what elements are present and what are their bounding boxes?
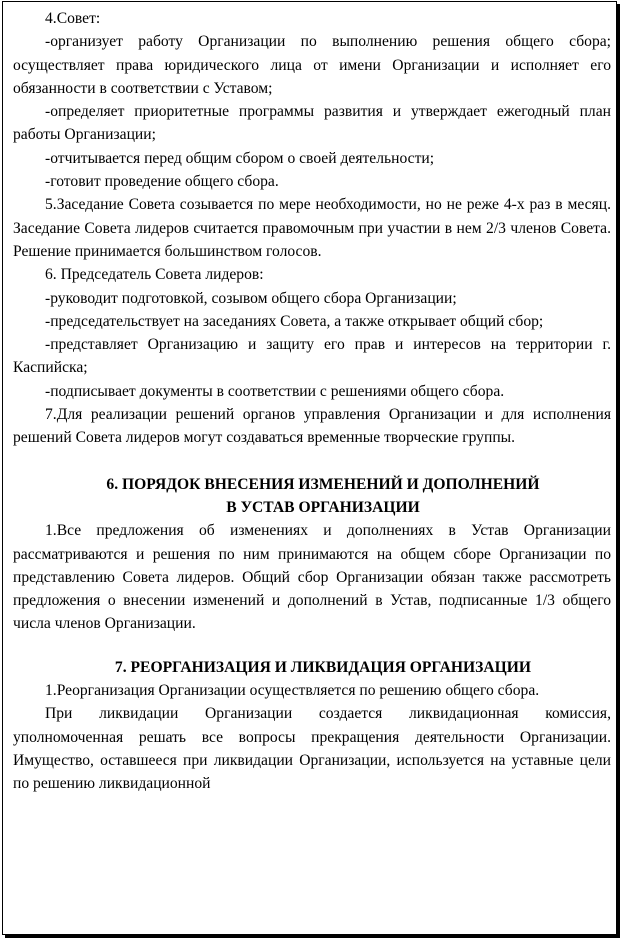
paragraph-council: 4.Совет:	[45, 10, 101, 27]
paragraph-creative-groups: 7.Для реализации решений органов управления Организации и для исполнения решений Совета лидеров могут создаваться временные творческие группы.	[13, 406, 611, 447]
paragraph-chairman-duty-4: -подписывает документы в соответствии с решениями общего сбора.	[45, 382, 505, 400]
paragraph-chairman: 6. Председатель Совета лидеров:	[45, 266, 264, 284]
section-6-heading-line-1: 6. ПОРЯДОК ВНЕСЕНИЯ ИЗМЕНЕНИЙ И ДОПОЛНЕНИЙ	[106, 475, 540, 493]
paragraph-council-duty-3: -отчитывается перед общим сбором о своей деятельности;	[45, 149, 435, 167]
paragraph-council-duty-4: -готовит проведение общего сбора.	[45, 173, 279, 191]
section-7-heading: 7. РЕОРГАНИЗАЦИЯ И ЛИКВИДАЦИЯ ОРГАНИЗАЦИИ	[114, 658, 532, 676]
paragraph-chairman-duty-2: -председательствует на заседаниях Совета, а также открывает общий сбор;	[45, 312, 544, 330]
paragraph-amendments: 1.Все предложения об изменениях и дополнениях в Устав Организации рассматриваются и решения по ним принимаются на общем сборе Организации по представлению Совета лидеров. Общий сбор Организации обязан также рассмотреть предложения о внесении изменений и дополнений в Устав, подписанные 1/3 общего числа членов Организации.	[13, 522, 611, 633]
paragraph-council-duty-2: -определяет приоритетные программы развития и утверждает ежегодный план работы Организации;	[13, 103, 611, 144]
paragraph-chairman-duty-1: -руководит подготовкой, созывом общего сбора Организации;	[45, 289, 457, 307]
paragraph-council-meetings: 5.Заседание Совета созывается по мере необходимости, но не реже 4-х раз в месяц. Заседание Совета лидеров считается правомочным при участии в нем 2/3 членов Совета. Решение принимается большинством голосов.	[13, 196, 611, 260]
paragraph-council-duty-1: -организует работу Организации по выполнению решения общего сбора; осуществляет права юридического лица от имени Организации и исполняет его обязанности в соответствии с Уставом;	[13, 33, 611, 97]
paragraph-reorganization: 1.Реорганизация Организации осуществляется по решению общего сбора.	[45, 682, 540, 700]
paragraph-liquidation: При ликвидации Организации создается ликвидационная комиссия, уполномоченная решать все вопросы прекращения деятельности Организации. Имущество, оставшееся при ликвидации Организации, используется на уставные цели по решению ликвидационной	[13, 705, 611, 793]
text-frame	[2, 1, 617, 935]
paragraph-chairman-duty-3: -представляет Организацию и защиту его прав и интересов на территории г. Каспийска;	[13, 336, 611, 377]
section-6-heading	[13, 473, 611, 520]
document-body	[13, 7, 611, 796]
section-6-heading-line-2: В УСТАВ ОРГАНИЗАЦИИ	[226, 498, 420, 516]
